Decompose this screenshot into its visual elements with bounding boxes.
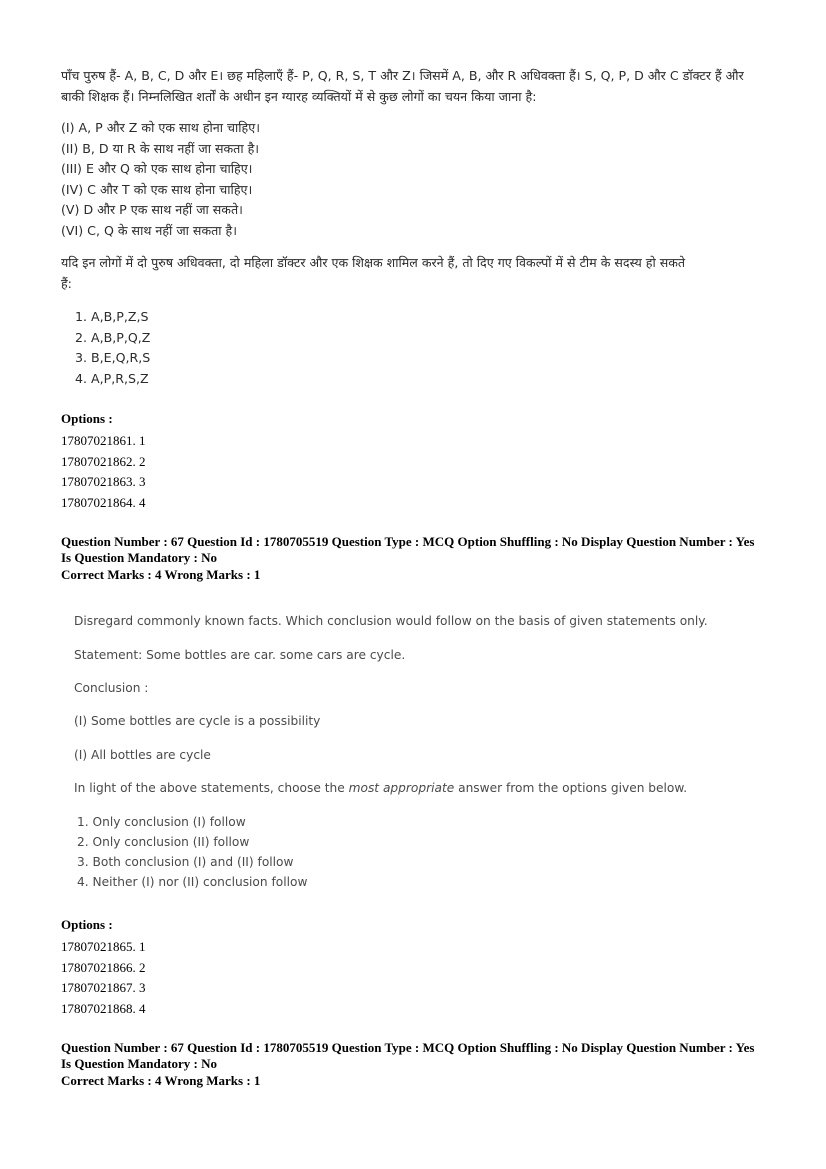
next-question-header xyxy=(61,1040,773,1089)
option-item: 17807021868. 4 xyxy=(61,1000,146,1016)
instruction-text: Disregard commonly known facts. Which conclusion would follow on the basis of given statements only. xyxy=(74,614,708,628)
q67-options-block xyxy=(61,917,773,1019)
hindi-intro-line-2: बाकी शिक्षक हैं। निम्नलिखित शर्तों के अधीन इन ग्यारह व्यक्तियों में से कुछ लोगों का चयन किया जाना है: xyxy=(61,88,537,104)
hindi-condition-3: (III) E और Q को एक साथ होना चाहिए। xyxy=(61,161,253,176)
hindi-condition-1: (I) A, P और Z को एक साथ होना चाहिए। xyxy=(61,120,260,135)
question-mandatory-line: Is Question Mandatory : No xyxy=(61,550,218,566)
hindi-choice-2: 2. A,B,P,Q,Z xyxy=(75,329,151,345)
option-item: 17807021865. 1 xyxy=(61,939,146,955)
statement-text: Statement: Some bottles are car. some cars are cycle. xyxy=(74,648,406,662)
hindi-question-block xyxy=(61,66,773,107)
question-meta-line: Question Number : 67 Question Id : 1780705519 Question Type : MCQ Option Shuffling : No Display Question Number : Yes xyxy=(61,534,755,549)
hindi-question-line-2: हैं: xyxy=(61,275,72,291)
english-choice-2: 2. Only conclusion (II) follow xyxy=(77,835,250,849)
q67-header xyxy=(61,534,773,583)
hindi-condition-2: (II) B, D या R के साथ नहीं जा सकता है। xyxy=(61,140,260,156)
hindi-question-text xyxy=(61,253,773,294)
question-marks-line: Correct Marks : 4 Wrong Marks : 1 xyxy=(61,566,261,582)
prompt-after: answer from the options given below. xyxy=(454,781,688,795)
question-meta-line: Question Number : 67 Question Id : 1780705519 Question Type : MCQ Option Shuffling : No Display Question Number : Yes xyxy=(61,1040,755,1055)
option-item: 17807021862. 2 xyxy=(61,453,146,469)
prompt-emphasis: most appropriate xyxy=(348,781,455,795)
question-marks-line: Correct Marks : 4 Wrong Marks : 1 xyxy=(61,1072,261,1088)
option-item: 17807021861. 1 xyxy=(61,433,146,449)
hindi-condition-5: (V) D और P एक साथ नहीं जा सकते। xyxy=(61,202,243,217)
option-item: 17807021866. 2 xyxy=(61,959,146,975)
hindi-condition-6: (VI) C, Q के साथ नहीं जा सकता है। xyxy=(61,222,238,238)
options-label: Options : xyxy=(61,917,113,932)
hindi-choice-1: 1. A,B,P,Z,S xyxy=(75,309,149,324)
question-mandatory-line: Is Question Mandatory : No xyxy=(61,1056,218,1072)
hindi-choices-list xyxy=(75,307,787,389)
prompt-text xyxy=(74,781,687,795)
english-choice-3: 3. Both conclusion (I) and (II) follow xyxy=(77,855,294,869)
option-item: 17807021863. 3 xyxy=(61,474,146,490)
option-item: 17807021864. 4 xyxy=(61,494,146,510)
hindi-choice-4: 4. A,P,R,S,Z xyxy=(75,370,149,386)
hindi-choice-3: 3. B,E,Q,R,S xyxy=(75,350,151,365)
hindi-condition-4: (IV) C और T को एक साथ होना चाहिए। xyxy=(61,181,253,197)
english-choice-1: 1. Only conclusion (I) follow xyxy=(77,815,246,829)
options-label: Options : xyxy=(61,411,113,426)
english-choice-4: 4. Neither (I) nor (II) conclusion follow xyxy=(77,875,308,889)
conclusion-2: (I) All bottles are cycle xyxy=(74,748,211,762)
prompt-before: In light of the above statements, choose the xyxy=(74,781,349,795)
hindi-conditions-list xyxy=(61,118,773,241)
q66-options-block xyxy=(61,411,773,513)
hindi-intro-line-1: पाँच पुरुष हैं- A, B, C, D और E। छह महिलाएँ हैं- P, Q, R, S, T और Z। जिसमें A, B, और R अधिवक्ता हैं। S, Q, P, D और C डॉक्टर हैं और xyxy=(61,68,744,83)
hindi-question-line-1: यदि इन लोगों में दो पुरुष अधिवक्ता, दो महिला डॉक्टर और एक शिक्षक शामिल करने हैं, तो दिए गए विकल्पों में से टीम के सदस्य हो सकते xyxy=(61,255,686,270)
option-item: 17807021867. 3 xyxy=(61,980,146,996)
conclusion-1: (I) Some bottles are cycle is a possibility xyxy=(74,714,321,728)
conclusion-label: Conclusion : xyxy=(74,681,149,695)
